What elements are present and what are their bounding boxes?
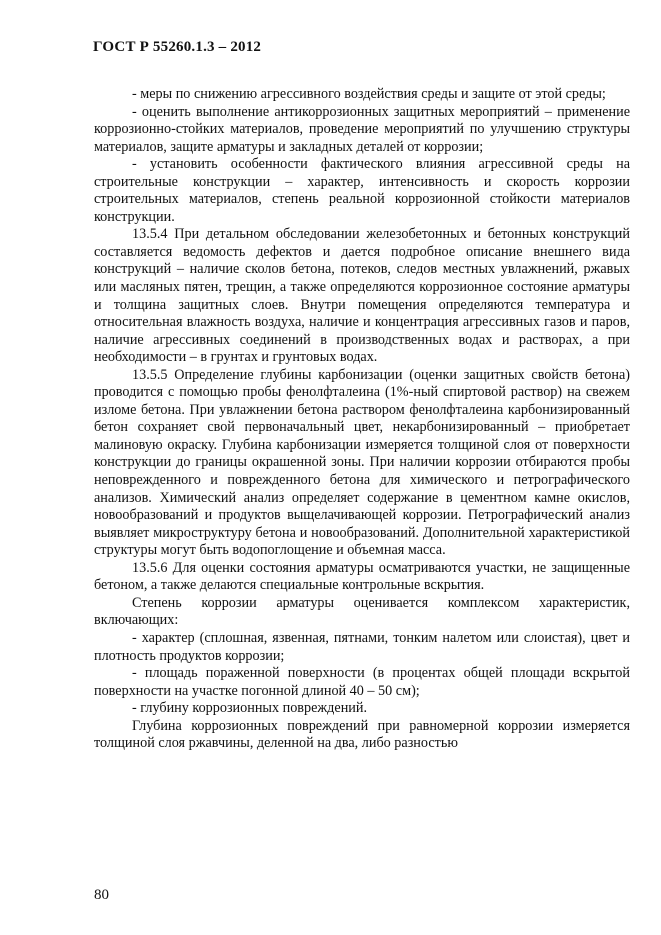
- list-item-area: - площадь пораженной поверхности (в процентах общей площади вскрытой поверхности на участке погонной длиной 40 – 50 см);: [94, 665, 630, 699]
- paragraph-measures: - меры по снижению агрессивного воздействия среды и защите от этой среды;: [132, 86, 606, 102]
- paragraph-13-5-4: 13.5.4 При детальном обследовании железобетонных и бетонных конструкций составляется ведомость дефектов и дается подробное описание внешнего вида конструкций – наличие сколов бетона, потеков, следов местных увлажнений, ржавых или масляных пятен, трещин, а также определяются коррозионное состояние арматуры и толщина защитных слоев. Внутри помещения определяются температура и относительная влажность воздуха, наличие и концентрация агрессивных газов и паров, наличие агрессивных соединений в производственных водах и растворах, а при необходимости – в грунтах и грунтовых водах.: [94, 226, 630, 366]
- paragraph-13-5-5: 13.5.5 Определение глубины карбонизации (оценки защитных свойств бетона) проводится с помощью пробы фенолфталеина (1%-ный спиртовой раствор) на свежем изломе бетона. При увлажнении бетона раствором фенолфталеина карбонизированный бетон сохраняет свой первоначальный цвет, некарбонизированный – приобретает малиновую окраску. Глубина карбонизации измеряется толщиной слоя от поверхности конструкции до границы окрашенной зоны. При наличии коррозии отбираются пробы неповрежденного и поврежденного бетона для химического и петрографического анализов. Химический анализ определяет содержание в цементном камне окислов, новообразований и продуктов выщелачивающей коррозии. Петрографический анализ выявляет микроструктуру бетона и новообразований. Дополнительной характеристикой структуры могут быть водопоглощение и объемная масса.: [94, 366, 630, 559]
- paragraph-environment-influence: - установить особенности фактического влияния агрессивной среды на строительные конструкции – характер, интенсивность и скорость коррозии строительных материалов, степень реальной коррозионной стойкости материалов конструкции.: [94, 156, 630, 225]
- document-header: ГОСТ Р 55260.1.3 – 2012: [93, 39, 262, 55]
- paragraph-corrosion-degree: Степень коррозии арматуры оценивается комплексом характеристик, включающих:: [94, 594, 630, 629]
- paragraph-anticorrosion: - оценить выполнение антикоррозионных защитных мероприятий – применение коррозионно-стойких материалов, проведение мероприятий по улучшению структуры материалов, защите арматуры и закладных деталей от коррозии;: [94, 103, 630, 155]
- paragraph-13-5-6: 13.5.6 Для оценки состояния арматуры осматриваются участки, не защищенные бетоном, а также делаются специальные контрольные вскрытия.: [94, 559, 630, 594]
- page-body: [94, 86, 630, 753]
- paragraph-depth-measurement: Глубина коррозионных повреждений при равномерной коррозии измеряется толщиной слоя ржавчины, деленной на два, либо разностью: [94, 717, 630, 752]
- page-number: 80: [94, 887, 109, 903]
- list-item-character: - характер (сплошная, язвенная, пятнами, тонким налетом или слоистая), цвет и плотность продуктов коррозии;: [94, 629, 630, 664]
- list-item-depth: - глубину коррозионных повреждений.: [132, 700, 368, 717]
